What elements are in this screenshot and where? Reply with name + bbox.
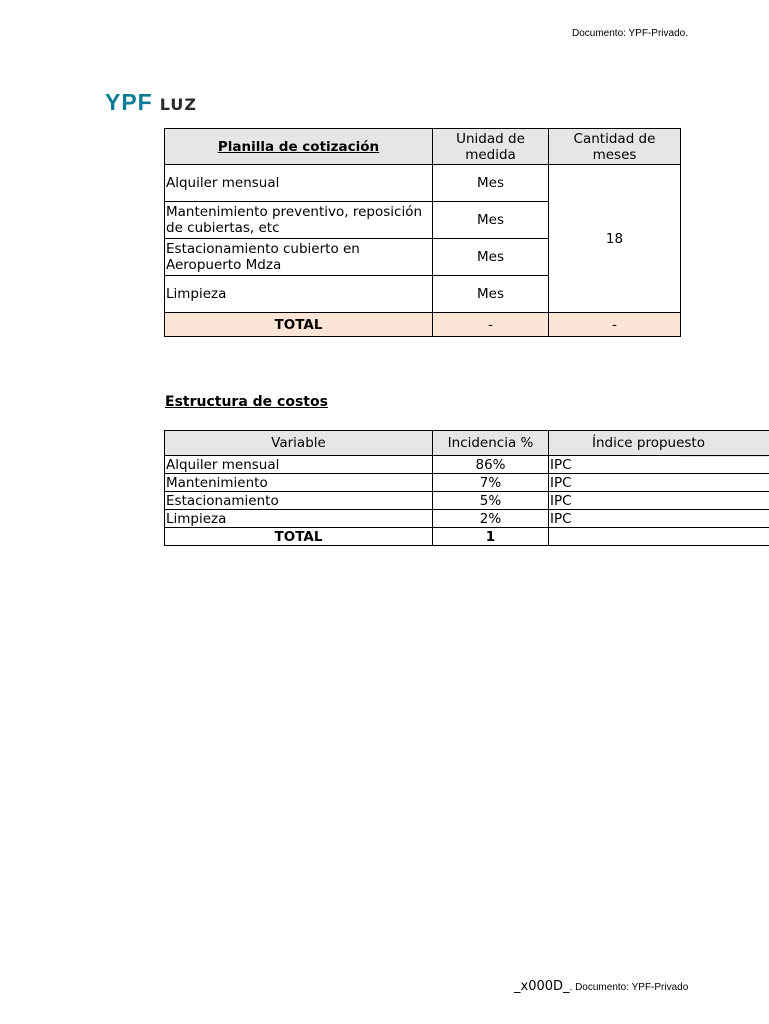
cost-total-label: TOTAL xyxy=(165,528,433,546)
cost-index-cell: IPC xyxy=(549,510,769,528)
cost-header-variable: Variable xyxy=(165,431,433,456)
footer-document-label: . Documento: YPF-Privado xyxy=(569,982,689,993)
logo-brand: YPF xyxy=(105,89,153,115)
document-classification-header: Documento: YPF-Privado. xyxy=(572,28,688,39)
cost-variable-cell: Estacionamiento xyxy=(165,492,433,510)
cost-structure-table-clip xyxy=(164,430,705,546)
quote-table-header xyxy=(165,129,681,165)
quote-unit-cell: Mes xyxy=(433,165,549,202)
quote-concept-cell: Mantenimiento preventivo, reposición de cubiertas, etc xyxy=(165,202,433,239)
quote-unit-cell: Mes xyxy=(433,239,549,276)
quote-concept-cell: Alquiler mensual xyxy=(165,165,433,202)
quote-total-months: - xyxy=(549,313,681,337)
table-row xyxy=(165,165,681,202)
quote-concept-cell: Limpieza xyxy=(165,276,433,313)
cost-structure-title: Estructura de costos xyxy=(165,394,328,410)
quote-unit-cell: Mes xyxy=(433,276,549,313)
quote-months-cell: 18 xyxy=(549,165,681,313)
footer-code: _x000D_ xyxy=(514,979,570,994)
cost-index-cell: IPC xyxy=(549,492,769,510)
quote-header-unit: Unidad de medida xyxy=(433,129,549,165)
logo-product: LUZ xyxy=(159,95,197,114)
table-row xyxy=(165,492,769,510)
cost-incidence-cell: 86% xyxy=(433,456,549,474)
cost-header-incidence: Incidencia % xyxy=(433,431,549,456)
cost-incidence-cell: 2% xyxy=(433,510,549,528)
table-row xyxy=(165,474,769,492)
table-row xyxy=(165,456,769,474)
table-row xyxy=(165,510,769,528)
cost-variable-cell: Mantenimiento xyxy=(165,474,433,492)
cost-table-header xyxy=(165,431,769,456)
cost-variable-cell: Limpieza xyxy=(165,510,433,528)
document-footer xyxy=(514,979,688,994)
quote-concept-cell: Estacionamiento cubierto en Aeropuerto Mdza xyxy=(165,239,433,276)
quote-total-label: TOTAL xyxy=(165,313,433,337)
quote-unit-cell: Mes xyxy=(433,202,549,239)
cost-total-row xyxy=(165,528,769,546)
quote-total-unit: - xyxy=(433,313,549,337)
cost-incidence-cell: 7% xyxy=(433,474,549,492)
cost-header-index: Índice propuesto xyxy=(549,431,769,456)
cost-incidence-cell: 5% xyxy=(433,492,549,510)
ypf-luz-logo xyxy=(105,89,197,116)
quote-total-row xyxy=(165,313,681,337)
cost-index-cell: IPC xyxy=(549,456,769,474)
cost-total-index xyxy=(549,528,769,546)
quote-table xyxy=(164,128,681,337)
cost-structure-table xyxy=(164,430,769,546)
cost-variable-cell: Alquiler mensual xyxy=(165,456,433,474)
cost-index-cell: IPC xyxy=(549,474,769,492)
cost-total-incidence: 1 xyxy=(433,528,549,546)
quote-header-concept: Planilla de cotización xyxy=(165,129,433,165)
quote-header-months: Cantidad de meses xyxy=(549,129,681,165)
